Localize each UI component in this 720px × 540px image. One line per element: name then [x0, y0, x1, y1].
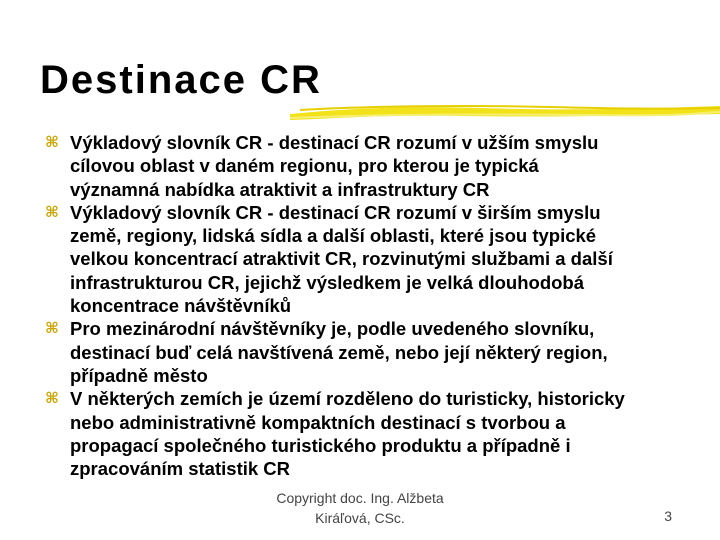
slide-title: Destinace CR — [40, 58, 322, 102]
bullet-text: Pro mezinárodní návštěvníky je, podle uvedeného slovníku, destinací buď celá navštívená země, nebo její některý region, případně město — [70, 318, 608, 386]
bullet-item — [45, 317, 705, 387]
bullet-item — [45, 201, 705, 317]
bullet-list — [45, 131, 705, 480]
command-key-icon: ⌘ — [45, 390, 59, 408]
copyright-footer: Copyright doc. Ing. Alžbeta Kiráľová, CSc. — [276, 490, 444, 526]
command-key-icon: ⌘ — [45, 320, 59, 338]
page-number: 3 — [664, 508, 672, 524]
title-highlight-stroke — [290, 100, 720, 124]
bullet-item — [45, 131, 705, 201]
command-key-icon: ⌘ — [45, 134, 59, 151]
bullet-text: V některých zemích je území rozděleno do turisticky, historicky nebo administrativně kompaktních destinací s tvorbou a propagací společného turistického produktu a případně i zpracováním statistik CR — [70, 388, 625, 480]
bullet-text: Výkladový slovník CR - destinací CR rozumí v užším smyslu cílovou oblast v daném regionu, pro kterou je typická významná nabídka atraktivit a infrastruktury CR — [70, 132, 599, 200]
bullet-text: Výkladový slovník CR - destinací CR rozumí v širším smyslu země, regiony, lidská sídla a další oblasti, které jsou typické velkou koncentrací atraktivit CR, rozvinutými službami a další infrastrukturou CR, jejichž výsledkem je velká dlouhodobá koncentrace návštěvníků — [70, 201, 613, 317]
bullet-item — [45, 387, 705, 480]
command-key-icon: ⌘ — [45, 203, 59, 221]
